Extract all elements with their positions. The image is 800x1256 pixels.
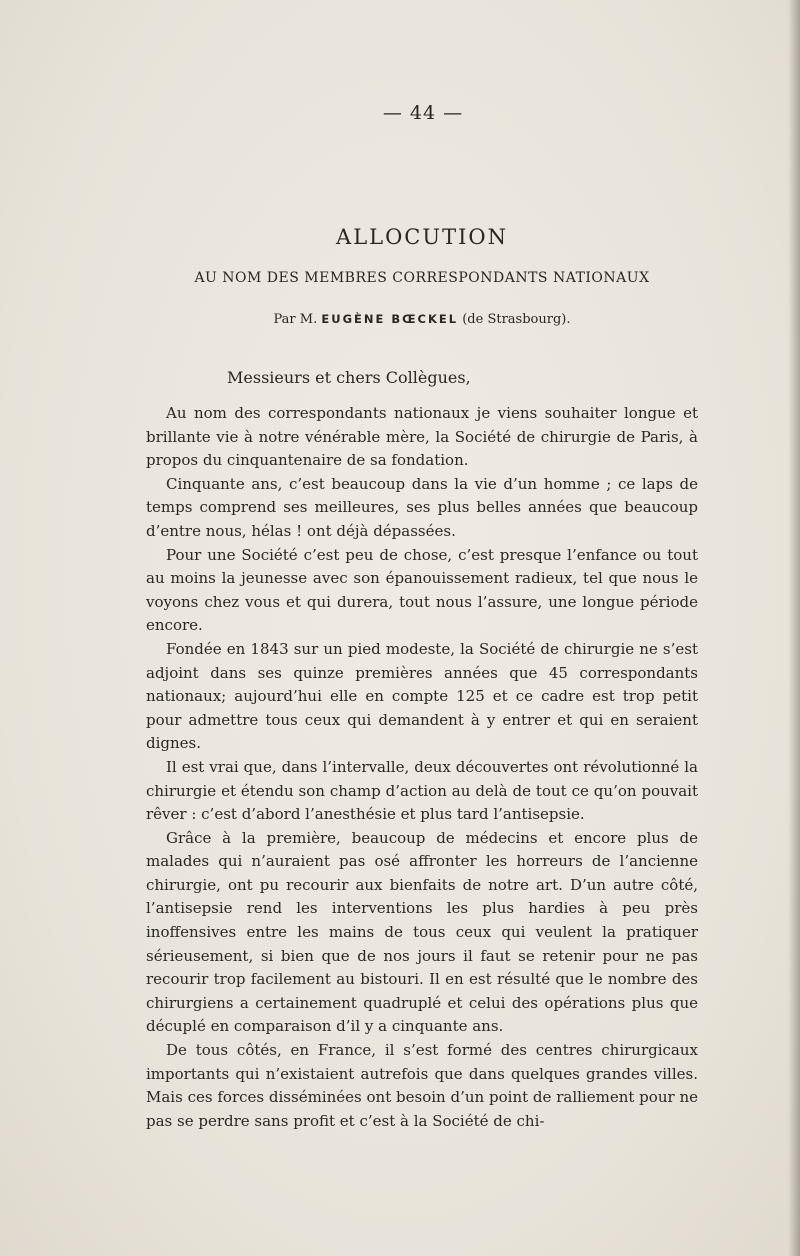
paragraph: Pour une Société c’est peu de chose, c’est presque l’enfance ou tout au moins la jeunesse avec son épanouissement radieux, tel que nous le voyons chez vous et qui durera, tout nous l’assure, une longue période encore. [146,545,698,635]
paragraph: Au nom des correspondants nationaux je viens souhaiter longue et brillante vie à notre vénérable mère, la Société de chirurgie de Paris, à propos du cinquantenaire de sa fondation. [146,404,698,470]
page-title: ALLOCUTION [336,225,508,249]
byline-prefix: Par M. [273,312,318,327]
paragraph: Fondée en 1843 sur un pied modeste, la Société de chirurgie ne s’est adjoint dans ses quinze premières années que 45 correspondants nationaux; aujourd’hui elle en compte 125 et ce cadre est trop petit pour admettre tous ceux qui demandent à y entrer et qui en seraient dignes. [146,639,698,753]
page-number: — 44 — [382,102,464,124]
page-edge-shadow [788,0,800,1256]
page-subtitle: AU NOM DES MEMBRES CORRESPONDANTS NATIONAUX [194,270,650,286]
salutation: Messieurs et chers Collègues, [227,368,471,387]
paragraph: De tous côtés, en France, il s’est formé des centres chirurgicaux importants qui n’existaient autrefois que dans quelques grandes villes. Mais ces forces disséminées ont besoin d’un point de ralliement pour ne pas se perdre sans profit et c’est à la Société de chi- [146,1041,698,1130]
byline-author: EUGÈNE BŒCKEL [321,312,459,326]
body-text [146,402,698,1133]
paragraph: Cinquante ans, c’est beaucoup dans la vie d’un homme ; ce laps de temps comprend ses meilleures, ses plus belles années que beaucoup d’entre nous, hélas ! ont déjà dépassées. [146,474,698,540]
paragraph: Grâce à la première, beaucoup de médecins et encore plus de malades qui n’auraient pas osé affronter les horreurs de l’ancienne chirurgie, ont pu recourir aux bienfaits de notre art. D’un autre côté, l’antisepsie rend les interventions les plus hardies à peu près inoffensives entre les mains de tous ceux qui veulent la pratiquer sérieusement, si bien que de nos jours il faut se retenir pour ne pas recourir trop facilement au bistouri. Il en est résulté que le nombre des chirurgiens a certainement quadruplé et celui des opérations plus que décuplé en comparaison d’il y a cinquante ans. [146,828,698,1036]
byline [0,312,800,327]
byline-suffix: (de Strasbourg). [462,312,571,327]
paragraph: Il est vrai que, dans l’intervalle, deux découvertes ont révolutionné la chirurgie et étendu son champ d’action au delà de tout ce qu’on pouvait rêver : c’est d’abord l’anesthésie et plus tard l’antisepsie. [146,757,698,824]
